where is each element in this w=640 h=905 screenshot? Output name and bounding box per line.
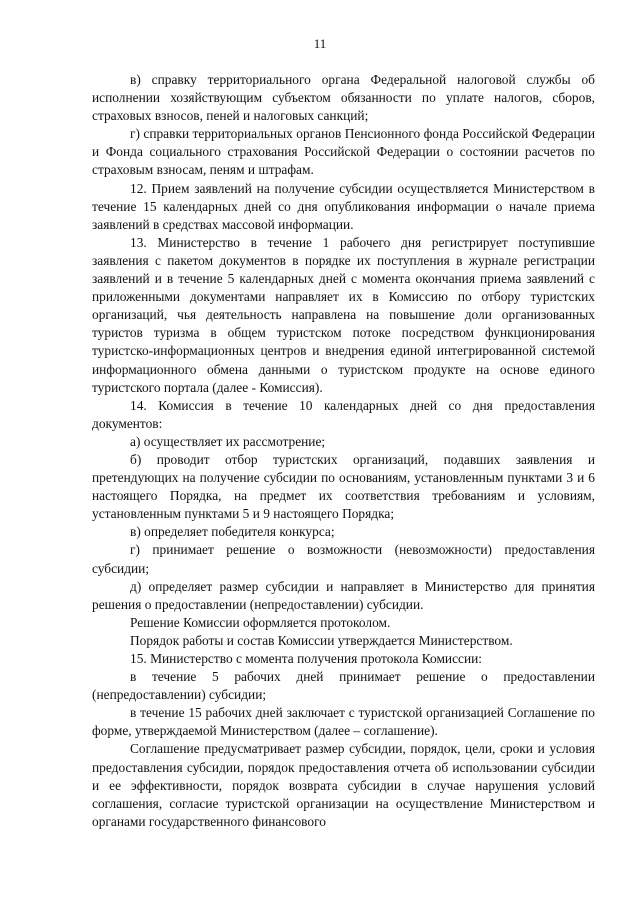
paragraph-item-v-tax-certificate: в) справку территориального органа Федеральной налоговой службы об исполнении хозяйствующим субъектом обязанности по уплате налогов, сборов, страховых взносов, пеней и налоговых санкций; [92,72,595,124]
paragraph-item-g-pension-certificates: г) справки территориальных органов Пенсионного фонда Российской Федерации и Фонда социального страхования Российской Федерации о состоянии расчетов по страховым взносам, пеням и штрафам. [92,126,595,178]
paragraph-15-decision: в течение 5 рабочих дней принимает решение о предоставлении (непредоставлении) субсидии; [92,669,595,703]
paragraph-15-ministry: 15. Министерство с момента получения протокола Комиссии: [130,651,483,666]
paragraph-14-item-b: б) проводит отбор туристских организаций, подавших заявления и претендующих на получение субсидии по основаниям, установленным пунктами 3 и 6 настоящего Порядка, на предмет их соответствия требованиям и условиям, установленным пунктами 5 и 9 настоящего Порядка; [92,451,595,522]
paragraph-14-item-g: г) принимает решение о возможности (невозможности) предоставления субсидии; [92,542,595,576]
paragraph-12-application-intake: 12. Прием заявлений на получение субсидии осуществляется Министерством в течение 15 календарных дней со дня опубликования информации о начале приема заявлений в средствах массовой информации. [92,180,595,232]
paragraph-agreement-terms: Соглашение предусматривает размер субсидии, порядок, цели, сроки и условия предоставления субсидии, порядок предоставления отчета об использовании субсидии и ее эффективности, порядок возврата субсидии в случае нарушения условий соглашения, согласие туристской организации на осуществление Министерством и органами государственного финансового [92,741,595,829]
paragraph-13-registration: 13. Министерство в течение 1 рабочего дня регистрирует поступившие заявления с пакетом документов в порядке их поступления в журнале регистрации заявлений и в течение 5 календарных дней с момента окончания приема заявлений с приложенными документами направляет их в Комиссию по отбору туристских организаций, чья деятельность направлена на повышение доли организованных туристов туризма в общем туристском потоке посредством функционирования туристско-информационных центров и внедрения единой интегрированной системой информационного обмена данными о туристском продукте на основе единого туристского портала (далее - Комиссия). [92,234,595,395]
paragraph-14-item-d: д) определяет размер субсидии и направляет в Министерство для принятия решения о предоставлении (непредоставлении) субсидии. [92,578,595,612]
paragraph-15-agreement: в течение 15 рабочих дней заключает с туристской организацией Соглашение по форме, утверждаемой Министерством (далее – соглашение). [92,705,595,739]
body-text [92,71,595,831]
paragraph-14-commission: 14. Комиссия в течение 10 календарных дней со дня предоставления документов: [92,397,595,431]
paragraph-commission-protocol: Решение Комиссии оформляется протоколом. [130,614,391,630]
paragraph-14-item-v: в) определяет победителя конкурса; [130,524,335,540]
paragraph-commission-procedure: Порядок работы и состав Комиссии утверждается Министерством. [130,632,513,648]
page-number: 11 [313,36,327,51]
paragraph-14-item-a: а) осуществляет их рассмотрение; [130,433,326,449]
